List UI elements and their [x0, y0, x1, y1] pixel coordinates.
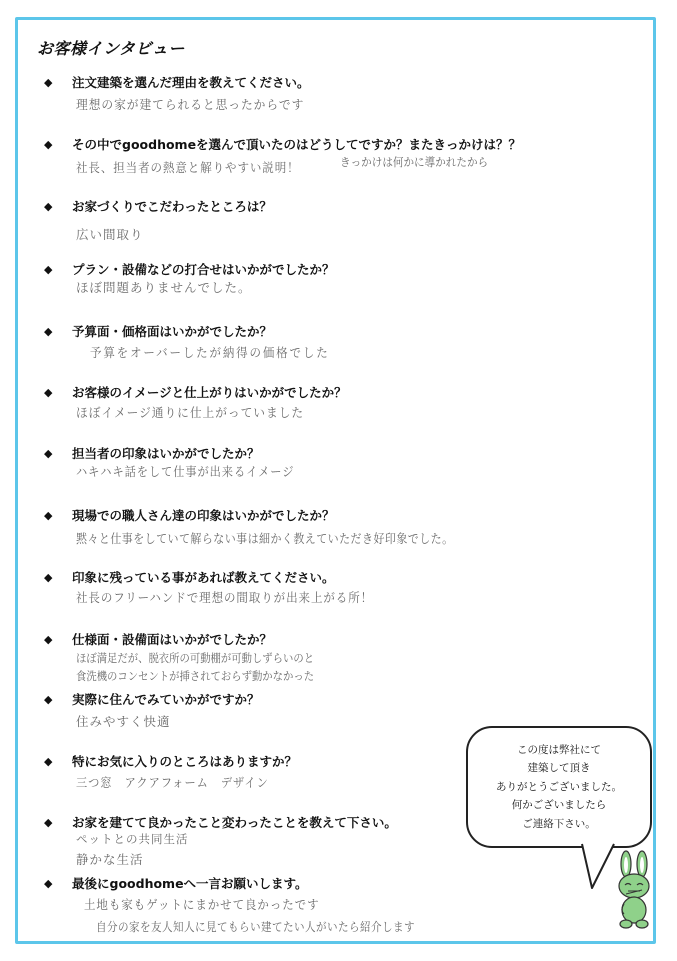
- question-1: ◆ 注文建築を選んだ理由を教えてください。: [44, 75, 310, 90]
- question-7: ◆ 担当者の印象はいかがでしたか？: [44, 446, 260, 461]
- question-13: ◆ お家を建てて良かったこと変わったことを教えて下さい。: [44, 815, 397, 830]
- question-4: ◆ プラン・設備などの打合せはいかがでしたか？: [44, 262, 335, 277]
- answer-13a: ペットとの共同生活: [76, 832, 189, 846]
- diamond-icon: ◆: [44, 262, 53, 276]
- diamond-icon: ◆: [44, 876, 53, 890]
- question-10: ◆ 仕様面・設備面はいかがでしたか？: [44, 632, 273, 647]
- bubble-line: 何かございましたら: [511, 799, 607, 812]
- thank-you-bubble: [466, 726, 652, 848]
- bubble-line: ありがとうございました。: [496, 780, 622, 793]
- answer-4: ほぼ問題ありませんでした。: [76, 280, 252, 295]
- diamond-icon: ◆: [44, 632, 53, 646]
- answer-7: ハキハキ話をして仕事が出来るイメージ: [76, 464, 295, 479]
- diamond-icon: ◆: [44, 324, 53, 338]
- bubble-line: この度は弊社にて: [517, 743, 601, 756]
- answer-11: 住みやすく快適: [76, 714, 171, 729]
- diamond-icon: ◆: [44, 75, 53, 89]
- question-2: ◆ その中でgoodhomeを選んで頂いたのはどうしてですか？またきっかけは？？: [44, 137, 522, 152]
- diamond-icon: ◆: [44, 754, 53, 768]
- answer-9: 社長のフリーハンドで理想の間取りが出来上がる所！: [76, 590, 374, 605]
- question-14: ◆ 最後にgoodhomeへ一言お願いします。: [44, 876, 308, 891]
- answer-10b: 食洗機のコンセントが挿されておらず動かなかった: [76, 669, 315, 683]
- answer-2a: 社長、担当者の熱意と解りやすい説明！: [76, 160, 300, 175]
- diamond-icon: ◆: [44, 570, 53, 584]
- diamond-icon: ◆: [44, 815, 53, 829]
- page-title: お客様インタビュー: [37, 39, 185, 58]
- diamond-icon: ◆: [44, 508, 53, 522]
- answer-12: 三つ窓 アクアフォーム デザイン: [76, 775, 269, 790]
- answer-14a: 土地も家もゲットにまかせて良かったです: [84, 897, 320, 912]
- question-6: ◆ お客様のイメージと仕上がりはいかがでしたか？: [44, 385, 347, 400]
- diamond-icon: ◆: [44, 692, 53, 706]
- question-8: ◆ 現場での職人さん達の印象はいかがでしたか？: [44, 508, 335, 523]
- diamond-icon: ◆: [44, 446, 53, 460]
- answer-6: ほぼイメージ通りに仕上がっていました: [76, 405, 305, 420]
- answer-14b: 自分の家を友人知人に見てもらい建てたい人がいたら紹介します: [96, 920, 416, 934]
- bubble-line: ご連絡下さい。: [522, 817, 596, 830]
- answer-13b: 静かな生活: [76, 852, 144, 867]
- bubble-line: 建築して頂き: [527, 762, 591, 775]
- answer-1: 理想の家が建てられると思ったからです: [76, 97, 305, 112]
- diamond-icon: ◆: [44, 385, 53, 399]
- question-11: ◆ 実際に住んでみていかがですか？: [44, 692, 260, 707]
- answer-5: 予算をオーバーしたが納得の価格でした: [90, 345, 330, 360]
- answer-3: 広い間取り: [76, 227, 144, 242]
- diamond-icon: ◆: [44, 137, 53, 151]
- question-12: ◆ 特にお気に入りのところはありますか？: [44, 754, 298, 769]
- answer-2b: きっかけは何かに導かれたから: [340, 155, 489, 169]
- question-5: ◆ 予算面・価格面はいかがでしたか？: [44, 324, 273, 339]
- answer-8: 黙々と仕事をしていて解らない事は細かく教えていただき好印象でした。: [76, 531, 454, 546]
- diamond-icon: ◆: [44, 199, 53, 213]
- rabbit-mascot-icon: [612, 850, 656, 930]
- question-3: ◆ お家づくりでこだわったところは？: [44, 199, 272, 214]
- question-9: ◆ 印象に残っている事があれば教えてください。: [44, 570, 335, 585]
- answer-10a: ほぼ満足だが、脱衣所の可動棚が可動しずらいのと: [76, 651, 315, 665]
